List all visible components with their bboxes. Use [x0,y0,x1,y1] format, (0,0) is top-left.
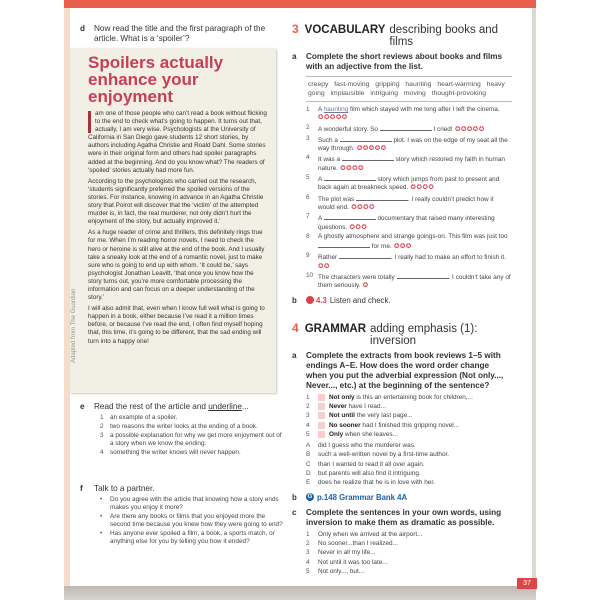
extract-rest: have I read... [346,402,386,410]
star-rating: ✪ [360,282,369,290]
discussion-questions [100,496,286,547]
extract-item [306,431,512,439]
ending-text: does he realize that he is in love with her. [318,479,435,487]
extract-number: 4 [306,421,310,429]
ending-letter: A [306,442,311,450]
ending-item [306,442,512,450]
sentence-item [306,540,512,548]
review-item [306,272,512,291]
answer-box[interactable] [318,412,325,419]
review-text-before: A [318,106,324,113]
exercise-instruction: Talk to a partner. [94,484,155,493]
top-color-band [64,0,536,8]
list-item: 3 a possible explanation for why we get more enjoyment out of a story when we know the ending. [100,432,282,448]
review-number: 9 [306,252,310,260]
ending-text: did I guess who the murderer was. [318,442,416,450]
extract-item [306,412,512,420]
answer-blank[interactable] [324,213,376,220]
star-rating: ✪✪✪ [391,243,412,251]
review-text-before: A [318,176,324,184]
review-item [306,213,512,232]
ending-text: but parents will also find it intriguing. [318,470,421,478]
answer-box[interactable] [318,403,325,410]
ending-item [306,470,512,478]
extract-number: 3 [306,412,310,420]
sentence-list [306,531,512,576]
adverbial-expression: Never [329,402,347,410]
grammar-exercise-a: a Complete the extracts from book reviews 1–5 with endings A–E. How does the word order change when you put the adverbial expression (Not only..., Never..., etc.) at the beginning of the sentence? [292,350,504,390]
review-text-before: Rather [318,254,339,262]
adverbial-expression: Only [329,430,344,438]
exercise-f [80,484,286,548]
article-paragraph: According to the psychologists who carried out the research, ‘students significantly preferred the spoiled versions of the stories. For instance, knowing in advance in an Agatha Christie story that Poirot will discover that the ‘victim’ of the attempted murder is, in fact, the real murderer, not only didn’t hurt the enjoyment of the story, but actually improved it.’ [88,177,264,226]
review-text [318,213,512,232]
review-text-after: . I really had to make an effort to finish it. [390,254,506,262]
extract-text [329,394,473,402]
extract-item [306,394,512,402]
sentence-item [306,549,512,557]
review-number: 4 [306,154,310,162]
article-paragraph: I will also admit that, even when I know full well what is going to happen in a book, either because I’ve read it a million times before, or because I’ve read the end, I often find myself hoping that, this time, it’s going to be different, that the sad ending will turn into a happy one! [88,305,265,345]
right-column [292,22,512,577]
extract-list [306,394,512,439]
review-item [306,174,512,193]
page-bottom-edge [64,586,536,600]
section-number: 3 [292,22,299,36]
adverbial-expression: Not until [329,412,355,420]
section-subtitle: describing books and films [389,24,499,48]
list-item: • Are there any books or films that you enjoyed more the second time because you knew how they were going to end? [100,513,283,529]
bullet-icon: • [100,530,103,538]
list-item: 4 something the writer knows will never happen. [100,449,241,457]
exercise-letter: d [80,24,86,33]
ending-item [306,479,512,487]
sentence-text: No sooner...than I realized... [318,539,398,547]
star-rating: ✪✪✪✪ [337,164,364,172]
sentence-item [306,559,512,567]
review-text-before: A ghostly atmosphere and strange goings-on. This film was just too [318,232,508,240]
review-number: 10 [306,272,314,280]
list-item: 2 two reasons the writer looks at the ending of a book. [100,423,258,431]
review-text-after: plot. I was on the edge of my seat all the way through. [318,136,508,153]
ending-text: than I wanted to read it all over again. [318,460,425,468]
review-text-after: . I really couldn’t predict how it would end. [318,195,494,211]
answer-box[interactable] [318,394,325,401]
review-text-before: A [318,215,324,223]
extract-text [329,412,412,420]
vocab-exercise-b: b 4.3 Listen and check. [292,295,391,305]
adverbial-expression: No sooner [329,421,361,429]
extract-text [329,403,386,411]
section-title: GRAMMAR [304,322,367,335]
sentence-item [306,568,512,576]
word-list-box: creepy fast-moving gripping haunting heart-warming heavy going implausible intriguing moving thought-provoking [306,76,512,102]
answer-blank[interactable] [318,241,370,248]
list-item: • Has anyone ever spoiled a film, a book, a sports match, or anything else for you by telling you how it ended? [100,530,275,546]
answer-blank[interactable] [340,135,392,142]
answer-box[interactable] [318,431,325,438]
ending-letter: B [306,451,311,459]
sentence-number: 2 [306,539,310,547]
review-list [306,106,512,291]
review-item [306,135,512,154]
list-item: 1 an example of a spoiler. [100,414,178,421]
star-rating: ✪✪✪✪✪ [354,145,387,153]
bullet-icon: • [100,496,103,503]
review-item [306,106,512,123]
answer-blank[interactable] [380,124,432,131]
article-paragraph: As a huge reader of crime and thrillers, this definitely rings true for me. When I’m reading horror novels, I need to check the hero or heroine is still alive at the end of the book. And I usually take a sneaky look at the end of a romantic novel, just to make sure who is going to end up with whom. ‘It could be,’ says psychologist Jonathan Leavitt, ‘that once you know how the story turns out, you’re more comfortable processing the information and can focus on a deeper understanding of the story.’ [88,229,265,302]
review-item [306,194,512,213]
review-number: 8 [306,232,310,240]
review-text-before: The plot was [318,195,357,203]
review-item [306,252,512,271]
audio-track: 4.3 [316,295,327,305]
extract-rest: when she leaves... [343,430,398,438]
extract-item [306,403,512,411]
extract-rest: the very last page... [354,412,413,420]
review-item [306,154,512,173]
star-rating: ✪✪✪ [347,223,368,231]
answer-blank[interactable] [339,252,391,259]
grammar-bank-icon: G [307,494,313,501]
exercise-letter: f [80,484,83,493]
sentence-number: 5 [306,567,310,575]
review-text-after: story which jumps from past to present and back again at breakneck speed. [318,176,500,192]
section-number: 4 [292,320,299,335]
left-column [80,24,286,44]
audio-icon[interactable] [306,296,314,304]
ending-item [306,451,512,459]
adverbial-expression: Not only [329,393,355,401]
review-text [318,135,512,154]
vocab-exercise-a: a Complete the short reviews about books and films with an adjective from the list. [292,52,503,71]
exercise-e-list [100,414,286,457]
review-text [318,233,512,252]
article-paragraph: am one of those people who can’t read a book without flicking to the end to check what’s going to happen. It turns out that, actually, I am very wise. Psychologists at the University of California in San Diego gave students 12 short stories, by authors including Agatha Christie and Roald Dahl. Some stories were in their original form and others had spoiler paragraphs added at the beginning. And do you know what? The readers of ‘spoiled’ stories actually had more fun. [88,110,267,174]
review-text-before: A wonderful story. So [318,125,380,133]
review-text [318,272,512,291]
star-rating: ✪✪✪✪ [348,203,376,211]
grammar-section-header [292,321,512,347]
exercise-e [80,402,286,458]
ending-item [306,461,512,469]
review-number: 3 [306,134,310,142]
review-item [306,233,512,252]
sentence-text: Never in all my life... [318,549,376,557]
article-box: Spoilers actually enhance your enjoyment am one of those people who can’t read a book without flicking to the end to check what’s going to happen. It turns out that, actually, I am very wise. Psychologists at the University of California in San Diego gave students 12 short stories, by authors including Agatha Christie and Roald Dahl. Some stories were in their original form and others had spoiler paragraphs added at the beginning. And do you know what? The readers of ‘spoiled’ stories actually had more fun. According to the psychologists who carried out the research, ‘students significantly preferred the spoiled versions of the stories. For instance, knowing in advance in an Agatha Christie story that Poirot will discover that the ‘victim’ of the attempted murder is, in fact, the real murderer, not only didn’t hurt the enjoyment of the story, but actually improved it.’ As a huge reader of crime and thrillers, this definitely rings true for me. When I’m reading horror novels, I need to check the hero or heroine is still alive at the end of the book. And I usually take a sneaky look at the end of a romantic novel, just to make sure who is going to end up with whom. ‘It could be,’ says psychologist Jonathan Leavitt, ‘that once you know how the story turns out, you’re more comfortable processing the information and can focus on a deeper understanding of the story.’ I will also admit that, even when I know full well what is going to happen in a book, either because I’ve read it a million times before, or because I’ve read the end, I often find myself hoping that, this time, it’s going to be different, that the sad ending will turn into a happy one! Adapted from The Guardian [70,48,276,393]
article-title: Spoilers actually enhance your enjoyment [88,53,224,106]
review-item [306,124,512,134]
exercise-instruction: Now read the title and the first paragraph of the article. What is a ‘spoiler’? [94,24,266,43]
drop-cap-i [88,111,91,133]
answer-blank[interactable] [397,272,449,279]
section-title: VOCABULARY [304,24,386,36]
sentence-number: 1 [306,530,310,538]
bullet-icon: • [100,513,103,521]
review-text-before: The characters were totally [318,274,397,282]
vocabulary-section-header [292,22,512,48]
review-number: 6 [306,193,310,201]
review-number: 7 [306,213,310,221]
section-subtitle: adding emphasis (1): inversion [370,322,478,347]
answer-blank[interactable] [324,174,376,181]
extract-number: 1 [306,393,310,401]
extract-rest: had I finished this gripping novel... [360,421,460,429]
star-rating: ✪✪✪✪✪ [452,125,485,133]
extract-number: 5 [306,430,310,438]
review-text [318,124,485,134]
exercise-letter: e [80,402,85,411]
exercise-d [80,24,286,44]
ending-text: such a well-written novel by a first-time author. [318,451,450,459]
answer-blank[interactable] [356,194,408,201]
review-number: 5 [306,174,310,182]
star-rating: ✪✪✪✪✪ [318,114,348,122]
review-text [318,194,512,213]
review-text-before: It was a [318,156,342,164]
extract-text [329,431,398,439]
review-text [318,252,512,271]
review-text-after: story which restored my faith in human nature. [318,156,505,172]
review-text-after: film which stayed with me long after I left the cinema. [348,106,500,113]
page-number-badge: 37 [517,578,537,589]
review-text [318,154,512,173]
extract-rest: is this an entertaining book for children,... [354,393,473,401]
sentence-item [306,531,512,539]
grammar-bank-link[interactable]: p.148 Grammar Bank 4A [317,492,408,502]
answer-example: haunting [323,106,349,113]
list-item: • Do you agree with the article that knowing how a story ends makes you enjoy it more? [100,496,279,512]
sentence-text: Not only..., but... [318,567,365,575]
exercise-instruction: Read the rest of the article and underline... [94,402,249,411]
review-text-after: . I couldn’t take any of them seriously. [318,274,511,290]
extract-text [329,422,459,430]
review-number: 1 [306,106,310,113]
ending-letter: E [306,479,311,487]
sentence-number: 3 [306,549,310,557]
ending-letter: C [306,460,311,468]
extract-item [306,422,512,430]
answer-box[interactable] [318,422,325,429]
extract-number: 2 [306,402,310,410]
review-number: 2 [306,123,310,131]
ending-letter: D [306,470,311,478]
review-text-after: for me. [370,243,392,251]
ending-list [306,442,512,487]
sentence-number: 4 [306,558,310,566]
review-text [318,174,512,193]
star-rating: ✪✪✪✪ [408,184,435,192]
grammar-exercise-c: c Complete the sentences in your own words, using inversion to make them as dramatic as possible. [292,507,502,527]
star-rating: ✪✪ [318,262,330,270]
grammar-exercise-b: b G p.148 Grammar Bank 4A [292,492,408,502]
review-text-after: documentary that raised many interesting questions. [318,215,495,231]
sentence-text: Not until it was too late... [318,558,388,566]
sentence-text: Only when we arrived at the airport... [318,530,423,538]
review-text [318,106,512,123]
review-text-after: I cried! [431,125,453,133]
review-text-before: Such a [318,136,340,144]
answer-blank[interactable] [342,154,394,161]
